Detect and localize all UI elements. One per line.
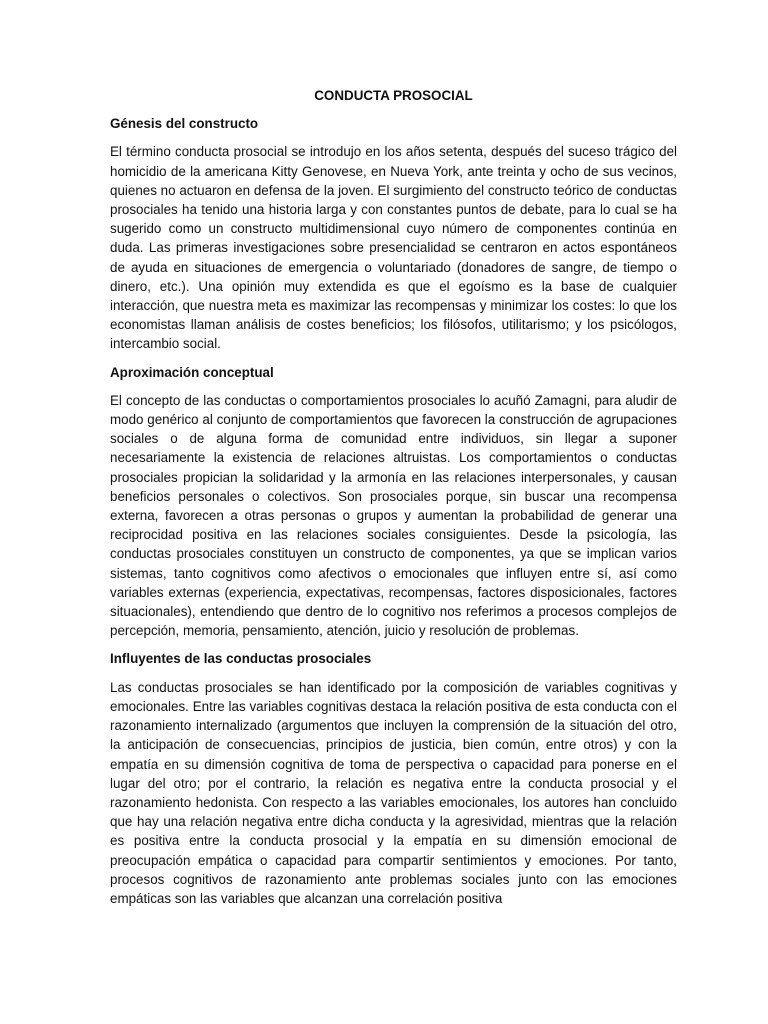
section-heading-genesis: Génesis del constructo	[110, 116, 259, 132]
section-heading-influyentes: Influyentes de las conductas prosociales	[110, 651, 372, 667]
document-page	[110, 86, 677, 917]
section-body-genesis: El término conducta prosocial se introdujo en los años setenta, después del suceso trágico del homicidio de la americana Kitty Genovese, en Nueva York, ante treinta y ocho de sus vecinos, quienes no actuaron en defensa de la joven. El surgimiento del constructo teórico de conductas prosociales ha tenido una historia larga y con constantes puntos de debate, para lo cual se ha sugerido como un constructo multidimensional cuyo número de componentes continúa en duda. Las primeras investigaciones sobre presencialidad se centraron en actos espontáneos de ayuda en situaciones de emergencia o voluntariado (donadores de sangre, de tiempo o dinero, etc.). Una opinión muy extendida es que el egoísmo es la base de cualquier interacción, que nuestra meta es maximizar las recompensas y minimizar los costes: lo que los economistas llaman análisis de costes beneficios; los filósofos, utilitarismo; y los psicólogos, intercambio social.	[110, 144, 677, 352]
section-heading-aproximacion: Aproximación conceptual	[110, 364, 274, 380]
section-body-influyentes: Las conductas prosociales se han identificado por la composición de variables cognitivas y emocionales. Entre las variables cognitivas destaca la relación positiva de esta conducta con el razonamiento internalizado (argumentos que incluyen la comprensión de la situación del otro, la anticipación de consecuencias, principios de justicia, bien común, entre otros) y con la empatía en su dimensión cognitiva de toma de perspectiva o capacidad para ponerse en el lugar del otro; por el contrario, la relación es negativa entre la conducta prosocial y el razonamiento hedonista. Con respecto a las variables emocionales, los autores han concluido que hay una relación negativa entre dicha conducta y la agresividad, mientras que la relación es positiva entre la conducta prosocial y la empatía en su dimensión emocional de preocupación empática o capacidad para compartir sentimientos y emociones. Por tanto, procesos cognitivos de razonamiento ante problemas sociales junto con las emociones empáticas son las variables que alcanzan una correlación positiva	[110, 679, 677, 906]
section-body-aproximacion: El concepto de las conductas o comportamientos prosociales lo acuñó Zamagni, para aludir de modo genérico al conjunto de comportamientos que favorecen la construcción de agrupaciones sociales o de alguna forma de comunidad entre individuos, sin llegar a suponer necesariamente la existencia de relaciones altruistas. Los comportamientos o conductas prosociales propician la solidaridad y la armonía en las relaciones interpersonales, y causan beneficios personales o colectivos. Son prosociales porque, sin buscar una recompensa externa, favorecen a otras personas o grupos y aumentan la probabilidad de generar una reciprocidad positiva en las relaciones sociales consiguientes. Desde la psicología, las conductas prosociales constituyen un constructo de componentes, ya que se implican varios sistemas, tanto cognitivos como afectivos o emocionales que influyen entre sí, así como variables externas (experiencia, expectativas, recompensas, factores disposicionales, factores situacionales), entendiendo que dentro de lo cognitivo nos referimos a procesos complejos de percepción, memoria, pensamiento, atención, juicio y resolución de problemas.	[110, 392, 677, 639]
document-title: CONDUCTA PROSOCIAL	[314, 88, 473, 103]
